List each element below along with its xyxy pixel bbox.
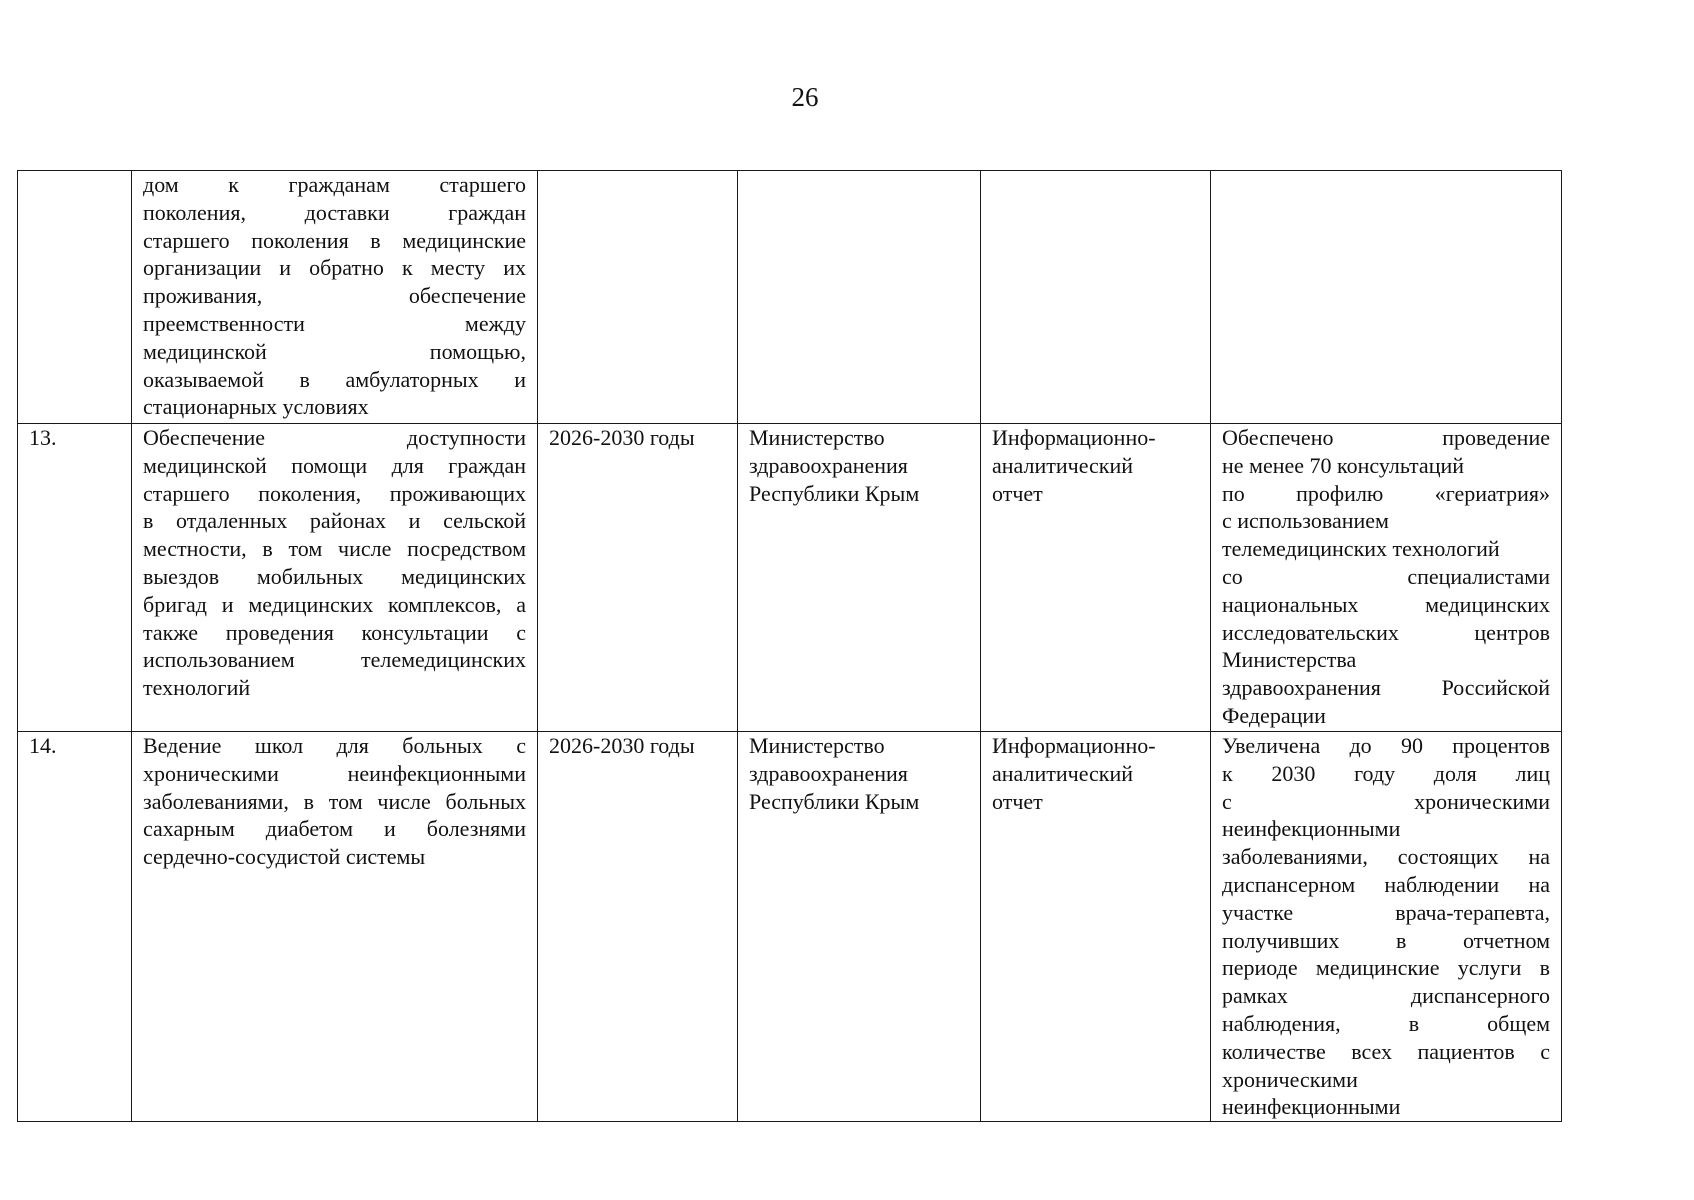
term-cell: 2026-2030 годы	[538, 424, 738, 732]
responsible-line: Министерство	[749, 425, 885, 450]
result-line: наблюдения, в общем	[1222, 1010, 1550, 1036]
activity-line: сахарным диабетом и болезнями	[143, 816, 526, 842]
responsible-line: здравоохранения	[749, 452, 908, 478]
activity-cell	[132, 732, 538, 1122]
measures-table	[17, 170, 1562, 1122]
result-line: со специалистами	[1222, 563, 1550, 589]
result-line: периоде медицинские услуги в	[1222, 955, 1550, 981]
result-line: хроническими	[1222, 1066, 1358, 1092]
responsible-line: здравоохранения	[749, 760, 908, 786]
result-line: к 2030 году доля лиц	[1222, 760, 1550, 786]
term-cell: 2026-2030 годы	[538, 732, 738, 1122]
result-line: получивших в отчетном	[1222, 927, 1550, 953]
activity-cell	[132, 424, 538, 732]
activity-line: использованием телемедицинских	[143, 647, 526, 673]
activity-line: преемственности между	[143, 310, 526, 336]
report-form-line: Информационно-	[992, 425, 1156, 450]
result-cell	[1211, 424, 1562, 732]
result-line: телемедицинских технологий	[1222, 536, 1500, 562]
activity-line: заболеваниями, в том числе больных	[143, 788, 526, 814]
activity-cell	[132, 171, 538, 424]
table-row	[18, 732, 1562, 1122]
table-row	[18, 171, 1562, 424]
report-form-line: аналитический	[992, 452, 1134, 478]
table-row	[18, 424, 1562, 732]
result-line: неинфекционными	[1222, 816, 1401, 842]
page-number: 26	[791, 82, 819, 112]
result-line: по профилю «гериатрия»	[1222, 480, 1550, 506]
report-form-line: аналитический	[992, 760, 1134, 786]
result-line: неинфекционными	[1222, 1094, 1401, 1120]
row-number-cell: 13.	[18, 424, 132, 732]
activity-line: медицинской помощью,	[143, 338, 526, 364]
activity-line: старшего поколения, проживающих	[143, 480, 526, 506]
result-line: с использованием	[1222, 508, 1389, 534]
activity-line: проживания, обеспечение	[143, 283, 526, 309]
activity-line: местности, в том числе посредством	[143, 536, 526, 562]
result-line: Федерации	[1222, 702, 1326, 728]
responsible-cell	[738, 732, 981, 1122]
report-form-cell	[981, 171, 1211, 424]
activity-line: сердечно-сосудистой системы	[143, 844, 426, 870]
report-form-line: Информационно-	[992, 733, 1156, 758]
activity-line: хроническими неинфекционными	[143, 760, 526, 786]
result-line: количестве всех пациентов с	[1222, 1038, 1550, 1064]
result-cell	[1211, 171, 1562, 424]
responsible-cell	[738, 424, 981, 732]
activity-line: дом к гражданам старшего	[143, 172, 526, 197]
row-number-cell	[18, 171, 132, 424]
report-form-cell	[981, 424, 1211, 732]
activity-line: Ведение школ для больных с	[143, 733, 526, 758]
report-form-line: отчет	[992, 788, 1043, 814]
result-line: национальных медицинских	[1222, 591, 1550, 617]
result-cell	[1211, 732, 1562, 1122]
responsible-line: Министерство	[749, 733, 885, 758]
result-line: рамках диспансерного	[1222, 983, 1550, 1009]
responsible-line: Республики Крым	[749, 480, 920, 506]
result-line: Министерства	[1222, 647, 1357, 673]
activity-line: медицинской помощи для граждан	[143, 452, 526, 478]
activity-line: бригад и медицинских комплексов, а	[143, 591, 526, 617]
activity-line: технологий	[143, 675, 251, 701]
activity-line: Обеспечение доступности	[143, 425, 526, 450]
activity-line: в отдаленных районах и сельской	[143, 508, 526, 534]
activity-line: организации и обратно к месту их	[143, 255, 526, 281]
activity-line: старшего поколения в медицинские	[143, 227, 526, 253]
result-line: не менее 70 консультаций	[1222, 452, 1465, 478]
result-line: участке врача-терапевта,	[1222, 899, 1550, 925]
result-line: заболеваниями, состоящих на	[1222, 844, 1550, 870]
result-line: здравоохранения Российской	[1222, 675, 1550, 701]
result-line: с хроническими	[1222, 788, 1550, 814]
result-line: диспансерном наблюдении на	[1222, 871, 1550, 897]
activity-line: оказываемой в амбулаторных и	[143, 366, 526, 392]
responsible-line: Республики Крым	[749, 788, 920, 814]
activity-line: стационарных условиях	[143, 394, 369, 420]
activity-line: также проведения консультации с	[143, 619, 526, 645]
result-line: Увеличена до 90 процентов	[1222, 733, 1550, 758]
row-number-cell: 14.	[18, 732, 132, 1122]
term-cell	[538, 171, 738, 424]
report-form-line: отчет	[992, 480, 1043, 506]
responsible-cell	[738, 171, 981, 424]
activity-line: поколения, доставки граждан	[143, 199, 526, 225]
result-line: Обеспечено проведение	[1222, 425, 1550, 450]
activity-line: выездов мобильных медицинских	[143, 563, 526, 589]
result-line: исследовательских центров	[1222, 619, 1550, 645]
report-form-cell	[981, 732, 1211, 1122]
